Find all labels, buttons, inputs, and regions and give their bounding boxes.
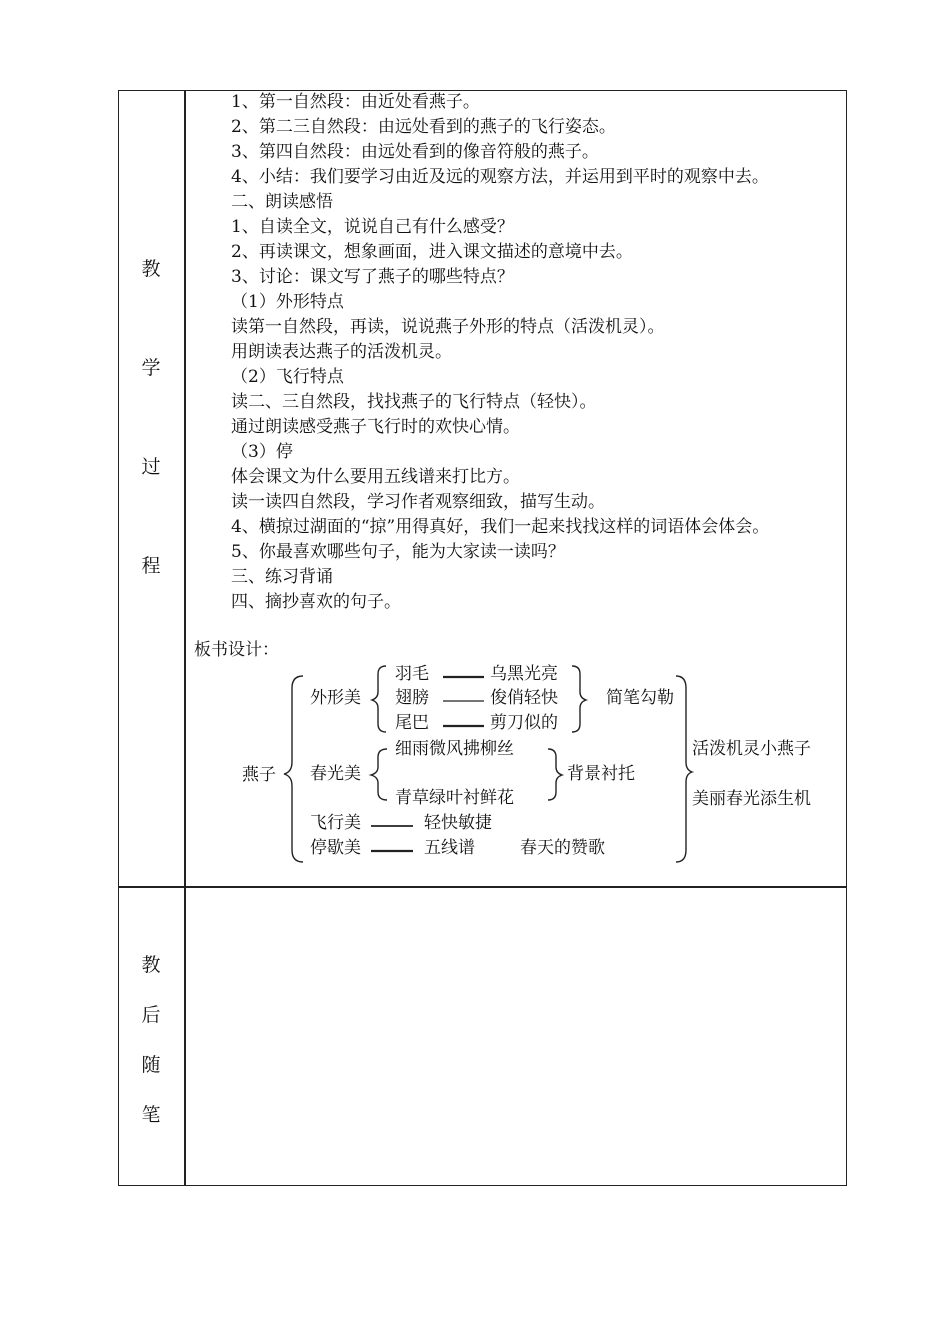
row1-label-char-1: 教	[141, 258, 161, 280]
board-beijing: 背景衬托	[567, 764, 635, 784]
board-meili: 美丽春光添生机	[692, 789, 811, 809]
board-title: 板书设计：	[194, 640, 279, 660]
board-chibang: 翅膀	[395, 688, 429, 708]
board-wuxianpu: 五线谱	[424, 838, 475, 858]
row2-label-char-1: 教	[141, 954, 161, 976]
board-tingxie: 停歇美	[310, 838, 361, 858]
content-line: （2）飞行特点	[231, 367, 344, 387]
board-root: 燕子	[242, 765, 276, 785]
content-line: 3、第四自然段：由远处看到的像音符般的燕子。	[231, 142, 599, 162]
content-line: 二、朗读感悟	[231, 192, 333, 212]
content-line: 四、摘抄喜欢的句子。	[231, 592, 401, 612]
content-line: 4、小结：我们要学习由近及远的观察方法，并运用到平时的观察中去。	[231, 167, 769, 187]
board-chunguang: 春光美	[310, 764, 361, 784]
board-xiyu: 细雨微风拂柳丝	[395, 739, 514, 759]
board-qingkuai: 轻快敏捷	[424, 813, 492, 833]
row1-label-char-4: 程	[141, 555, 161, 577]
board-zange: 春天的赞歌	[520, 838, 605, 858]
content-line: 用朗读表达燕子的活泼机灵。	[231, 342, 452, 362]
board-waixing: 外形美	[310, 688, 361, 708]
content-line: 1、第一自然段：由近处看燕子。	[231, 92, 480, 112]
content-line: 三、练习背诵	[231, 567, 333, 587]
content-line: 1、自读全文，说说自己有什么感受？	[231, 217, 514, 237]
board-junqiao: 俊俏轻快	[490, 688, 558, 708]
content-line: （1）外形特点	[231, 292, 344, 312]
content-line: （3）停	[231, 442, 293, 462]
content-line: 读第一自然段，再读，说说燕子外形的特点（活泼机灵）。	[231, 317, 665, 337]
board-huopo: 活泼机灵小燕子	[692, 739, 811, 759]
board-jianbi: 简笔勾勒	[606, 688, 674, 708]
board-feixing: 飞行美	[310, 813, 361, 833]
row1-label-char-2: 学	[141, 357, 161, 379]
content-line: 体会课文为什么要用五线谱来打比方。	[231, 467, 520, 487]
content-line: 2、再读课文，想象画面，进入课文描述的意境中去。	[231, 242, 633, 262]
board-jiandao: 剪刀似的	[490, 713, 558, 733]
content-line: 读一读四自然段，学习作者观察细致，描写生动。	[231, 492, 605, 512]
content-line: 读二、三自然段，找找燕子的飞行特点（轻快）。	[231, 392, 597, 412]
board-qingcao: 青草绿叶衬鲜花	[395, 788, 514, 808]
row2-label-char-3: 随	[141, 1054, 161, 1076]
content-line: 3、讨论：课文写了燕子的哪些特点？	[231, 267, 514, 287]
board-wuhei: 乌黑光亮	[490, 664, 558, 684]
row1-label-char-3: 过	[141, 456, 161, 478]
row2-label-char-4: 笔	[141, 1104, 161, 1126]
content-line: 4、横掠过湖面的“掠”用得真好，我们一起来找找这样的词语体会体会。	[231, 517, 770, 537]
content-line: 5、你最喜欢哪些句子，能为大家读一读吗？	[231, 542, 565, 562]
board-weiba: 尾巴	[395, 713, 429, 733]
board-yumao: 羽毛	[395, 664, 429, 684]
post-lesson-notes-area	[186, 888, 845, 1184]
content-line: 2、第二三自然段：由远处看到的燕子的飞行姿态。	[231, 117, 616, 137]
row2-label-char-2: 后	[141, 1004, 161, 1026]
content-line: 通过朗读感受燕子飞行时的欢快心情。	[231, 417, 520, 437]
